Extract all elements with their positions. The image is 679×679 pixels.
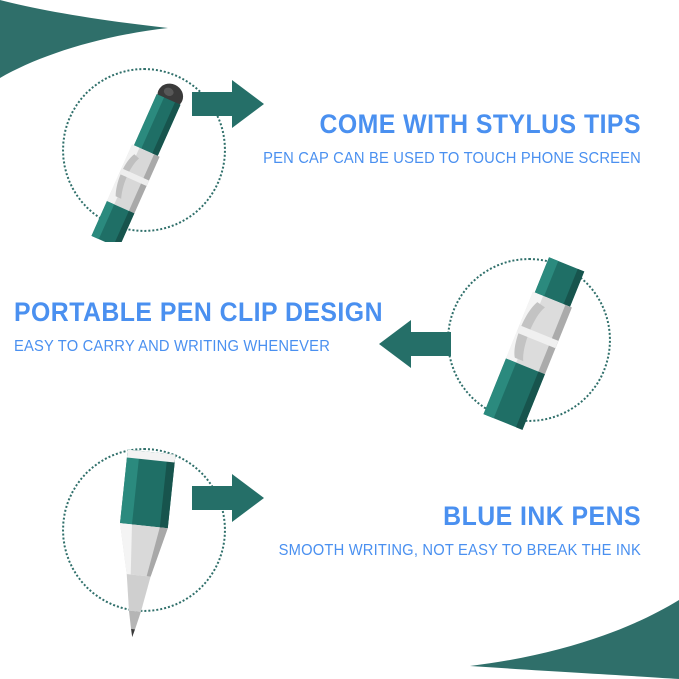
feature-subline-ink: SMOOTH WRITING, NOT EASY TO BREAK THE INK: [278, 541, 641, 559]
feature-subline-stylus: PEN CAP CAN BE USED TO TOUCH PHONE SCREEN: [263, 149, 641, 167]
feature-text-clip: [14, 297, 383, 355]
feature-subline-clip: EASY TO CARRY AND WRITING WHENEVER: [14, 337, 331, 355]
feature-headline-clip: PORTABLE PEN CLIP DESIGN: [14, 297, 383, 327]
feature-text-ink: [0, 502, 641, 559]
pen-clip-illustration: [455, 248, 615, 433]
feature-blue-ink: [0, 430, 679, 660]
feature-stylus-tips: [0, 0, 679, 260]
feature-text-stylus: [0, 110, 641, 167]
feature-pen-clip: [0, 240, 679, 430]
feature-headline-stylus: COME WITH STYLUS TIPS: [319, 109, 641, 139]
feature-headline-ink: BLUE INK PENS: [443, 501, 641, 531]
arrow-left-icon-clip: [377, 316, 453, 372]
